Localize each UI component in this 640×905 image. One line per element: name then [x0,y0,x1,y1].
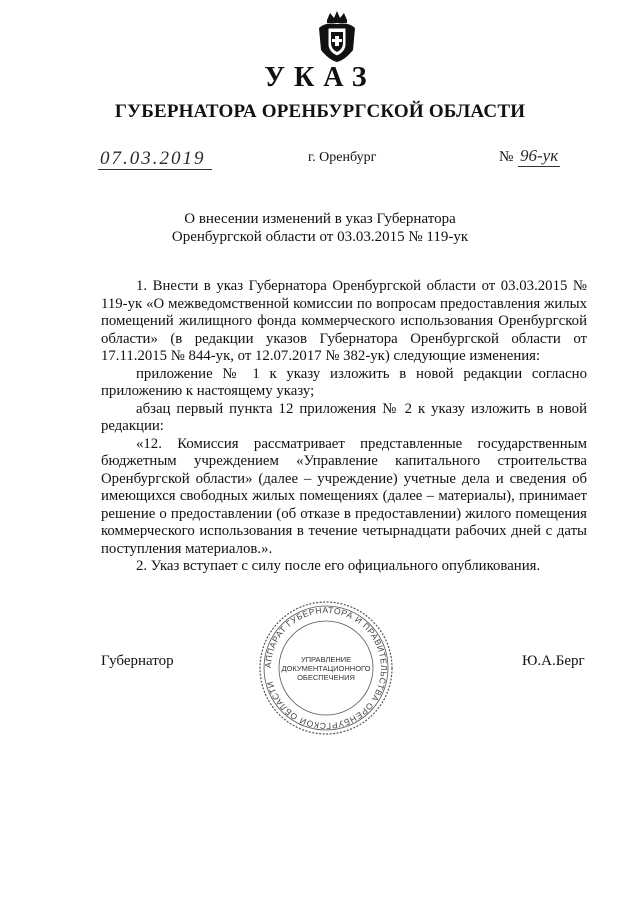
stamp-line: УПРАВЛЕНИЕ [300,655,352,664]
body-paragraph: 1. Внести в указ Губернатора Оренбургской области от 03.03.2015 № 119-ук «О межведомственной комиссии по вопросам предоставления жилых помещений жилищного фонда коммерческого использования Оренбургской области» (в редакции указов Губернатора Оренбургской области от 17.11.2015 № 844-ук, от 12.07.2017 № 382-ук) следующие изменения: [101,278,587,364]
decree-heading-line: Оренбургской области от 03.03.2015 № 119-ук [171,229,469,245]
decree-body [101,278,587,576]
stamp-line: ОБЕСПЕЧЕНИЯ [297,673,355,682]
decree-heading [0,210,640,246]
body-paragraph: 2. Указ вступает с силу после его официального опубликования. [136,558,541,574]
issuer-title: ГУБЕРНАТОРА ОРЕНБУРГСКОЙ ОБЛАСТИ [114,101,526,122]
decree-date: 07.03.2019 [98,149,212,170]
body-paragraph: абзац первый пункта 12 приложения № 2 к указу изложить в новой редакции: [101,400,587,434]
coat-of-arms-icon [315,10,359,64]
body-paragraph: приложение № 1 к указу изложить в новой редакции согласно приложению к настоящему указу; [101,365,587,399]
stamp-line: ДОКУМЕНТАЦИОННОГО [281,664,371,673]
body-paragraph: «12. Комиссия рассматривает представленные государственным бюджетным учреждением «Управление капитального строительства Оренбургской области» (далее – учреждение) учетные дела и сведения об имеющихся свободных жилых помещениях (далее – материалы), принимает решение о предоставлении (об отказе в предоставлении) жилого помещения коммерческого использования в течение четырнадцати рабочих дней с даты поступления материалов.». [101,435,587,557]
decree-number-label: № [499,149,514,165]
signatory-role: Губернатор [101,653,174,669]
stamp-ring-text: АППАРАТ ГУБЕРНАТОРА И ПРАВИТЕЛЬСТВА ОРЕНБУРГСКОЙ ОБЛАСТИ [262,604,390,732]
decree-heading-line: О внесении изменений в указ Губернатора [184,211,456,227]
decree-city: г. Оренбург [308,150,377,165]
stamp-center-text [281,655,371,682]
decree-number: 96-ук [520,146,559,165]
signatory-name: Ю.А.Берг [522,653,585,669]
document-type-title: УКАЗ [264,62,376,93]
